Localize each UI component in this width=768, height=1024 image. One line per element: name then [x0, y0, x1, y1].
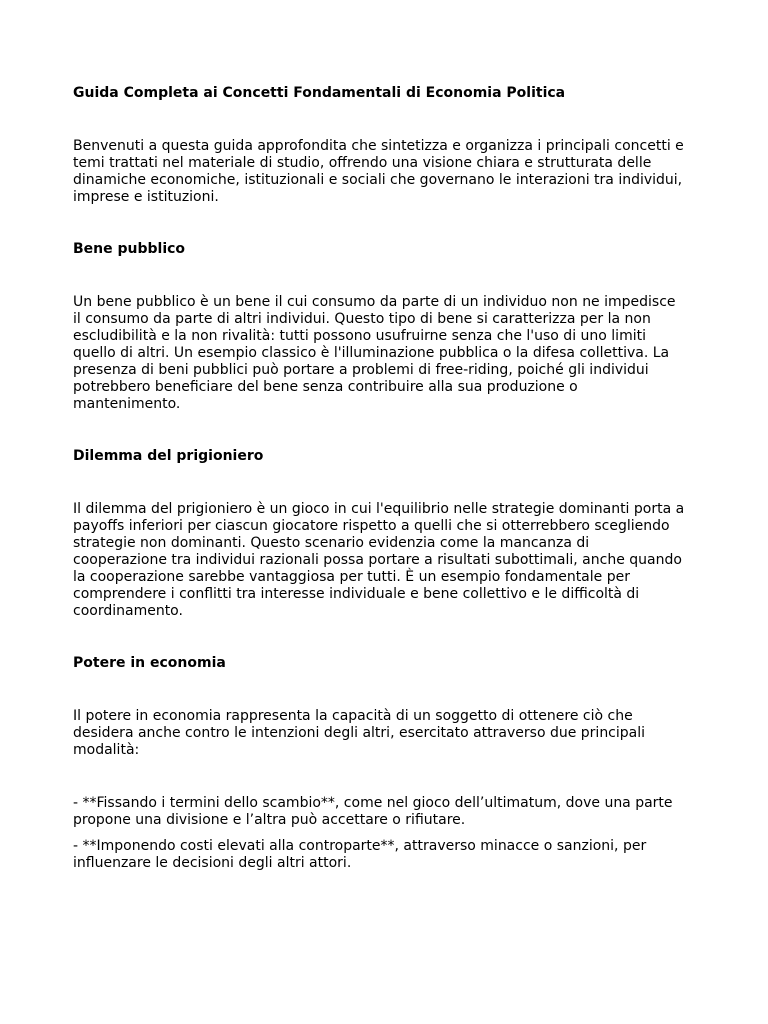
list-item: - **Fissando i termini dello scambio**, come nel gioco dell’ultimatum, dove una parte propone una divisione e l’altra può accettare o rifiutare.	[73, 795, 673, 828]
list-item: - **Imponendo costi elevati alla controparte**, attraverso minacce o sanzioni, per influenzare le decisioni degli altri attori.	[73, 838, 647, 871]
section-body-potere-economia: Il potere in economia rappresenta la capacità di un soggetto di ottenere ciò che desidera anche contro le intenzioni degli altri, esercitato attraverso due principali modalità:	[73, 708, 646, 758]
section-heading-dilemma-prigioniero: Dilemma del prigioniero	[73, 448, 264, 464]
section-heading-bene-pubblico: Bene pubblico	[73, 241, 186, 257]
section-heading-potere-economia: Potere in economia	[73, 655, 226, 671]
section-body-dilemma-prigioniero: Il dilemma del prigioniero è un gioco in cui l'equilibrio nelle strategie dominanti porta a payoffs inferiori per ciascun giocatore rispetto a quelli che si otterrebbero scegliendo strategie non dominanti. Questo scenario evidenzia come la mancanza di cooperazione tra individui razionali possa portare a risultati subottimali, anche quando la cooperazione sarebbe vantaggiosa per tutti. È un esempio fondamentale per comprendere i conflitti tra interesse individuale e bene collettivo e le difficoltà di coordinamento.	[73, 501, 685, 619]
section-body-bene-pubblico: Un bene pubblico è un bene il cui consumo da parte di un individuo non ne impedisce il consumo da parte di altri individui. Questo tipo di bene si caratterizza per la non escludibilità e la non rivalità: tutti possono usufruirne senza che l'uso di uno limiti quello di altri. Un esempio classico è l'illuminazione pubblica o la difesa collettiva. La presenza di beni pubblici può portare a problemi di free-riding, poiché gli individui potrebbero beneficiare del bene senza contribuire alla sua produzione o mantenimento.	[73, 294, 676, 412]
intro-paragraph: Benvenuti a questa guida approfondita che sintetizza e organizza i principali concetti e temi trattati nel materiale di studio, offrendo una visione chiara e strutturata delle dinamiche economiche, istituzionali e sociali che governano le interazioni tra individui, imprese e istituzioni.	[73, 138, 684, 205]
document-title: Guida Completa ai Concetti Fondamentali di Economia Politica	[73, 85, 566, 101]
